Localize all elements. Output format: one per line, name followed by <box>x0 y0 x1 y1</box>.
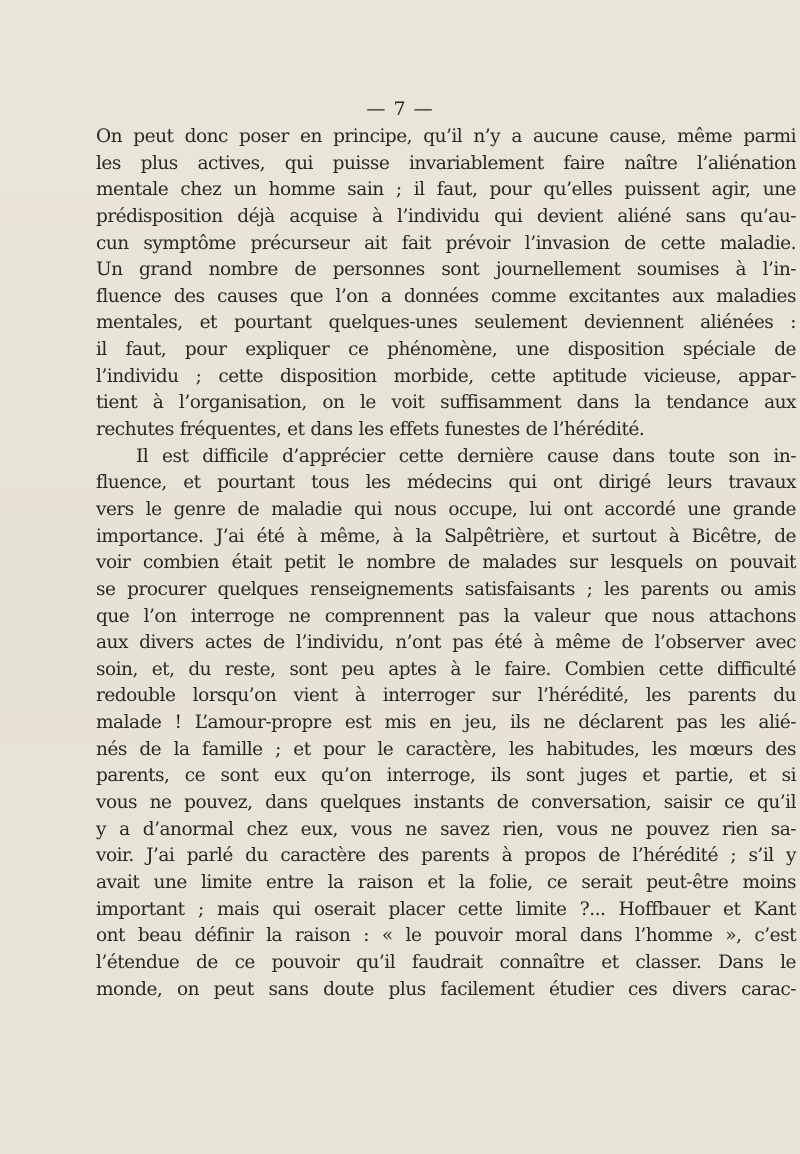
text-line: avait une limite entre la raison et la folie, ce serait peut-être moins <box>96 871 796 893</box>
text-line: monde, on peut sans doute plus facilement étudier ces divers carac- <box>96 978 796 1000</box>
text-line: mentales, et pourtant quelques-unes seulement deviennent aliénées : <box>96 312 796 334</box>
text-line: On peut donc poser en principe, qu’il n’y a aucune cause, même parmi <box>96 126 796 147</box>
body-text <box>96 124 796 1003</box>
text-line: redouble lorsqu’on vient à interroger sur l’hérédité, les parents du <box>96 685 796 707</box>
text-line: prédisposition déjà acquise à l’individu qui devient aliéné sans qu’au- <box>96 205 796 227</box>
text-line: tient à l’organisation, on le voit suffisamment dans la tendance aux <box>96 392 796 414</box>
text-line: l’individu ; cette disposition morbide, cette aptitude vicieuse, appar- <box>96 365 796 387</box>
text-line: nés de la famille ; et pour le caractère, les habitudes, les mœurs des <box>96 738 796 760</box>
text-line: que l’on interroge ne comprennent pas la valeur que nous attachons <box>96 605 796 627</box>
text-line: vers le genre de maladie qui nous occupe, lui ont accordé une grande <box>96 498 796 520</box>
text-line: rechutes fréquentes, et dans les effets funestes de l’hérédité. <box>96 419 645 441</box>
text-line: fluence des causes que l’on a données comme excitantes aux maladies <box>96 285 796 307</box>
text-line: Il est difficile d’apprécier cette dernière cause dans toute son in- <box>136 445 796 467</box>
text-line: l’étendue de ce pouvoir qu’il faudrait connaître et classer. Dans le <box>96 951 796 973</box>
text-line: soin, et, du reste, sont peu aptes à le faire. Combien cette difficulté <box>96 658 796 680</box>
text-line: il faut, pour expliquer ce phénomène, une disposition spéciale de <box>96 339 796 361</box>
text-line: importance. J’ai été à même, à la Salpêtrière, et surtout à Bicêtre, de <box>96 525 796 547</box>
text-line: se procurer quelques renseignements satisfaisants ; les parents ou amis <box>96 578 796 600</box>
text-line: parents, ce sont eux qu’on interroge, ils sont juges et partie, et si <box>96 765 796 787</box>
text-line: mentale chez un homme sain ; il faut, pour qu’elles puissent agir, une <box>96 179 796 201</box>
text-line: aux divers actes de l’individu, n’ont pas été à même de l’observer avec <box>96 632 796 654</box>
text-line: Un grand nombre de personnes sont journellement soumises à l’in- <box>96 259 796 281</box>
text-line: ont beau définir la raison : « le pouvoir moral dans l’homme », c’est <box>96 925 796 947</box>
text-line: malade ! L’amour-propre est mis en jeu, ils ne déclarent pas les alié- <box>96 712 796 734</box>
page-number: — 7 — <box>366 98 434 120</box>
text-line: fluence, et pourtant tous les médecins qui ont dirigé leurs travaux <box>96 472 796 494</box>
text-line: important ; mais qui oserait placer cette limite ?... Hoffbauer et Kant <box>96 898 796 920</box>
text-line: y a d’anormal chez eux, vous ne savez rien, vous ne pouvez rien sa- <box>96 818 796 840</box>
text-line: voir combien était petit le nombre de malades sur lesquels on pouvait <box>96 552 796 574</box>
text-line: cun symptôme précurseur ait fait prévoir l’invasion de cette maladie. <box>96 232 796 254</box>
text-line: voir. J’ai parlé du caractère des parents à propos de l’hérédité ; s’il y <box>96 845 796 867</box>
text-line: les plus actives, qui puisse invariablement faire naître l’aliénation <box>96 152 796 174</box>
text-line: vous ne pouvez, dans quelques instants de conversation, saisir ce qu’il <box>96 792 796 814</box>
